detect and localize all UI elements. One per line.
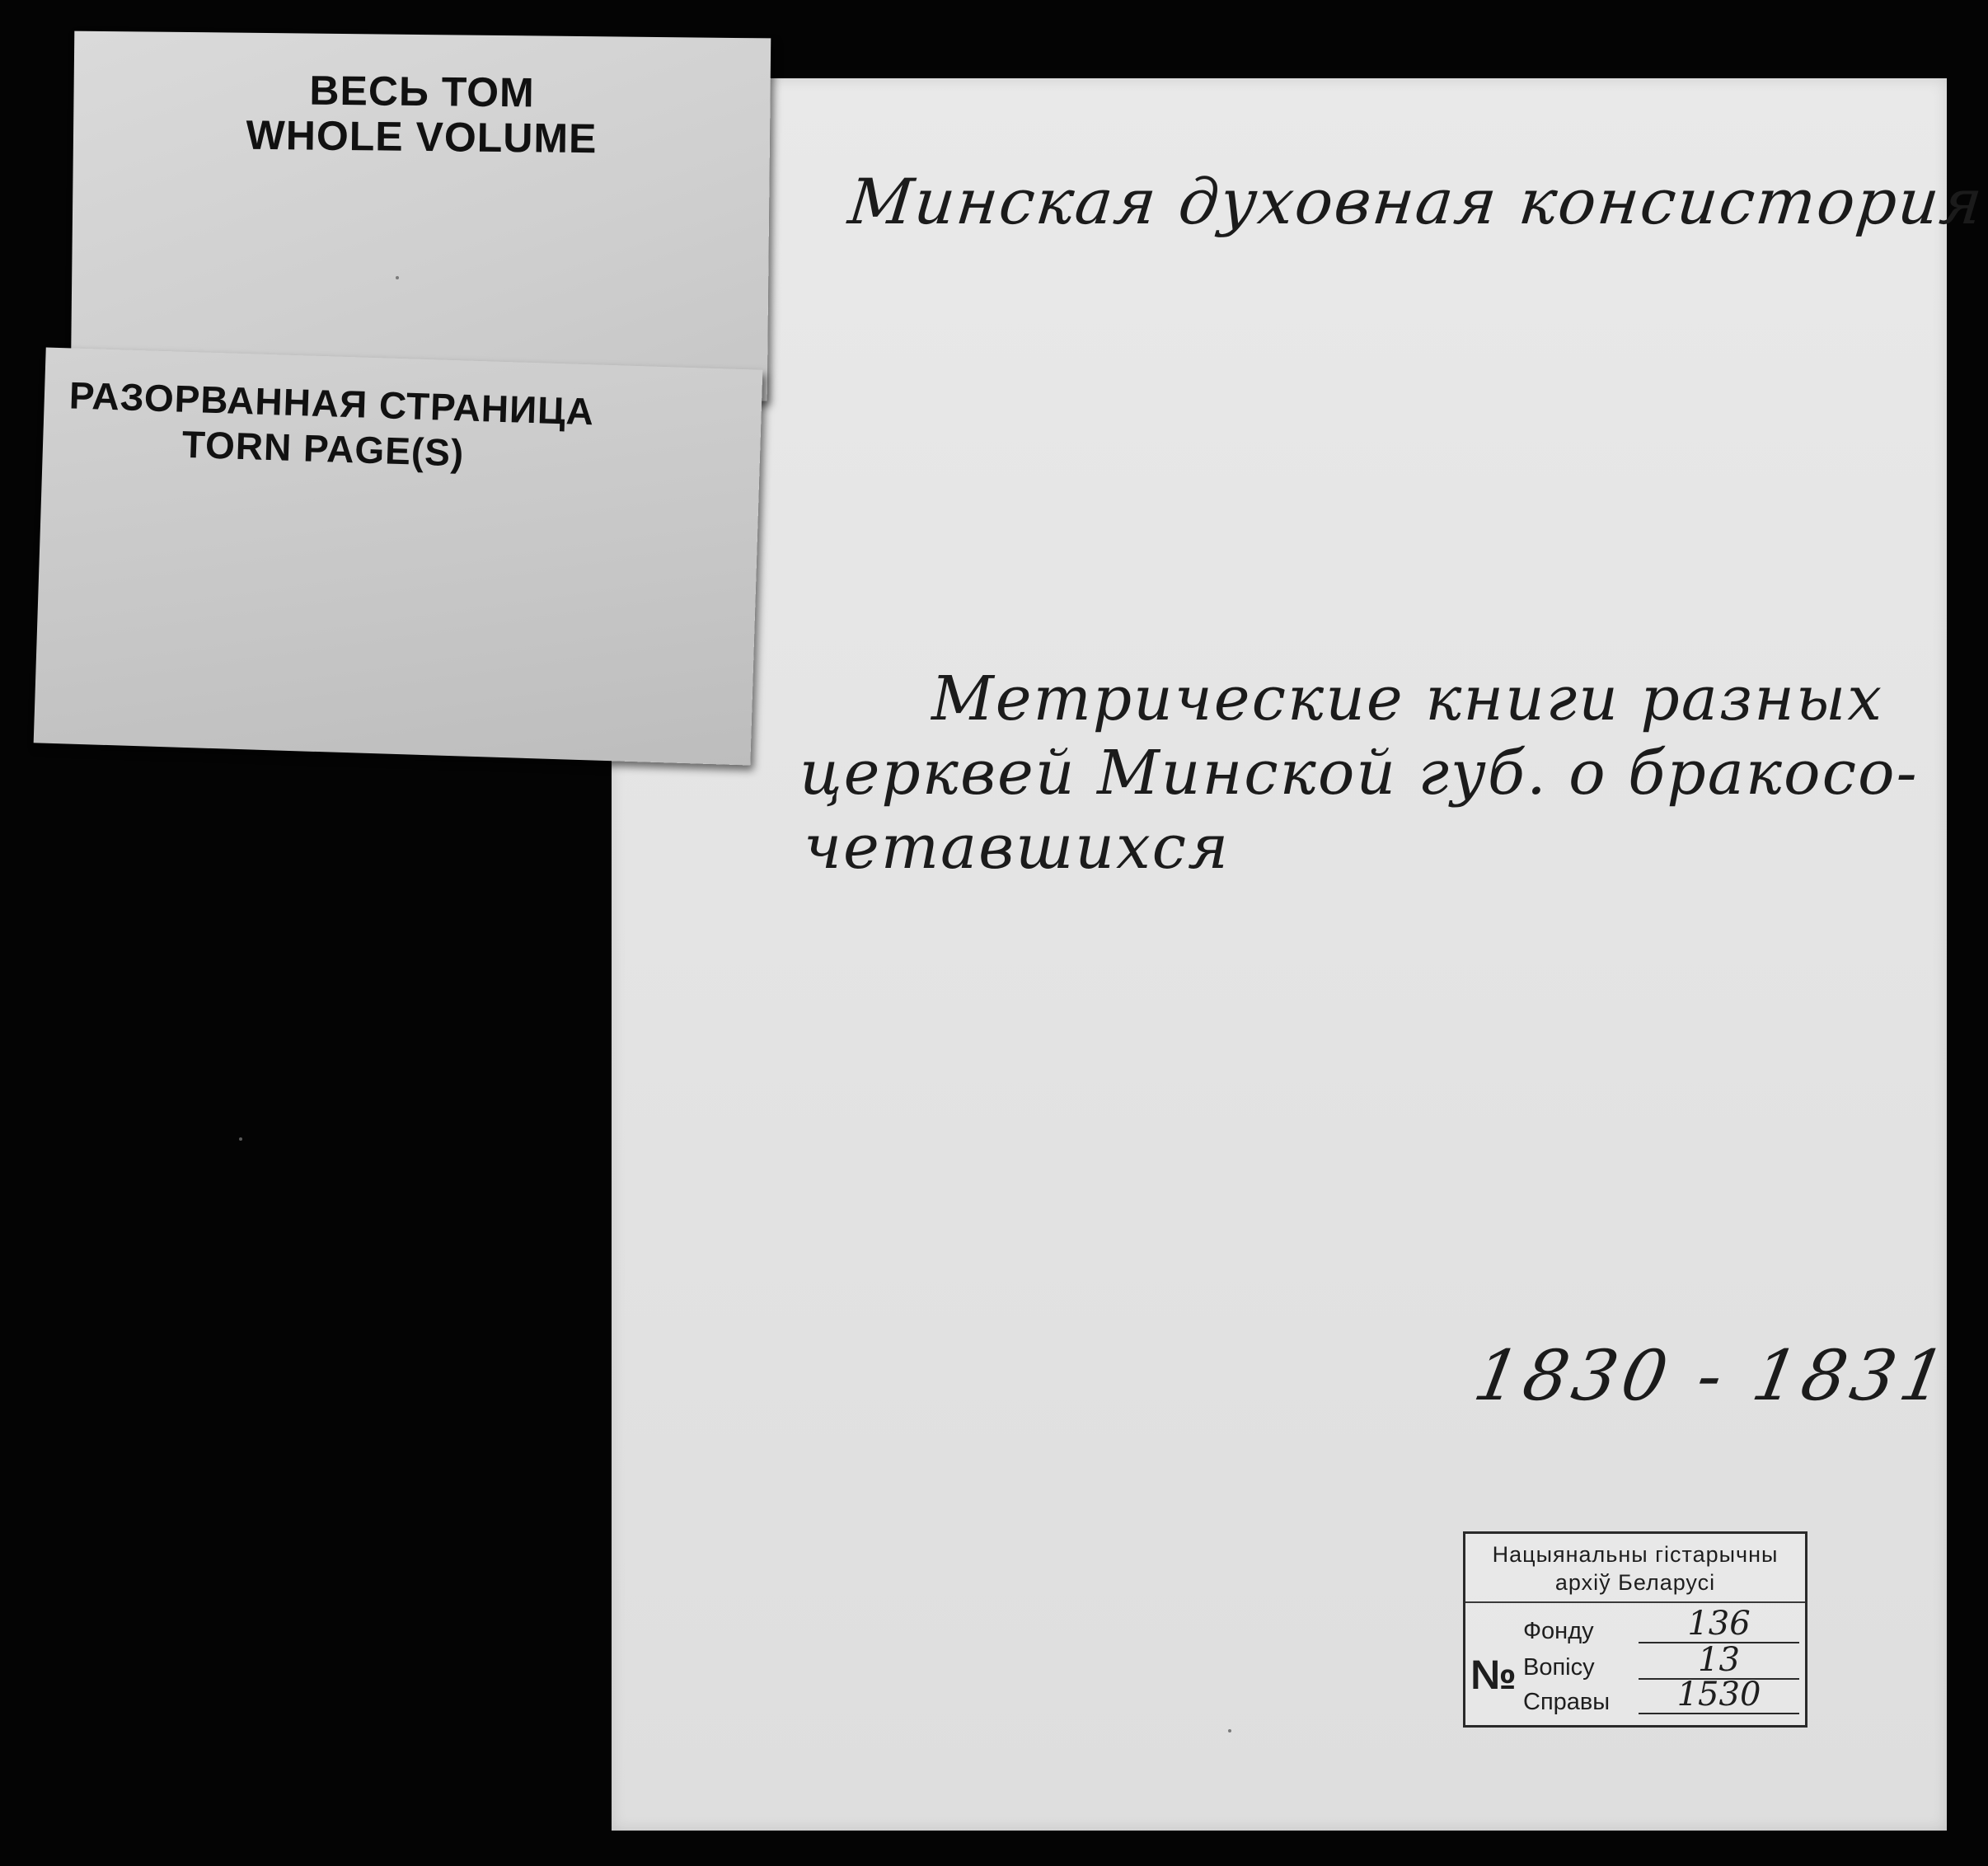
years-range: 1830 - 1831 — [1468, 1335, 1957, 1416]
title-line-1: Метрические книги разных — [931, 663, 1883, 734]
title-line-2: церквей Минской губ. о бракосо- — [799, 738, 1919, 809]
opis-row — [1523, 1641, 1740, 1681]
sprava-row — [1523, 1676, 1761, 1716]
torn-page-label-ru: РАЗОРВАННАЯ СТРАНИЦА — [68, 373, 595, 434]
sprava-value: 1530 — [1639, 1676, 1799, 1714]
whole-volume-label-ru: ВЕСЬ ТОМ — [309, 67, 535, 116]
whole-volume-card — [71, 31, 771, 401]
dust-speck — [239, 1137, 242, 1141]
fond-row — [1523, 1605, 1751, 1645]
archive-name-line-2: архіў Беларусі — [1554, 1570, 1716, 1595]
torn-page-label-en: TORN PAGE(S) — [181, 422, 466, 475]
title-line-3: четавшихся — [804, 812, 1231, 883]
archive-name-line-1: Нацыянальны гістарычны — [1492, 1542, 1779, 1567]
whole-volume-label-en: WHOLE VOLUME — [246, 111, 598, 162]
dust-speck — [396, 276, 399, 279]
opis-label: Вопісу — [1523, 1654, 1595, 1681]
sprava-label: Справы — [1523, 1689, 1611, 1715]
archive-stamp — [1463, 1531, 1807, 1728]
consistory-heading: Минская духовная консистория — [845, 165, 1988, 238]
stamp-divider — [1465, 1601, 1805, 1603]
fond-label: Фонду — [1523, 1618, 1594, 1644]
torn-page-card — [34, 347, 763, 765]
dust-speck — [1228, 1729, 1231, 1732]
opis-value: 13 — [1639, 1642, 1799, 1680]
fond-value: 136 — [1639, 1606, 1799, 1643]
number-sign: № — [1470, 1652, 1514, 1698]
